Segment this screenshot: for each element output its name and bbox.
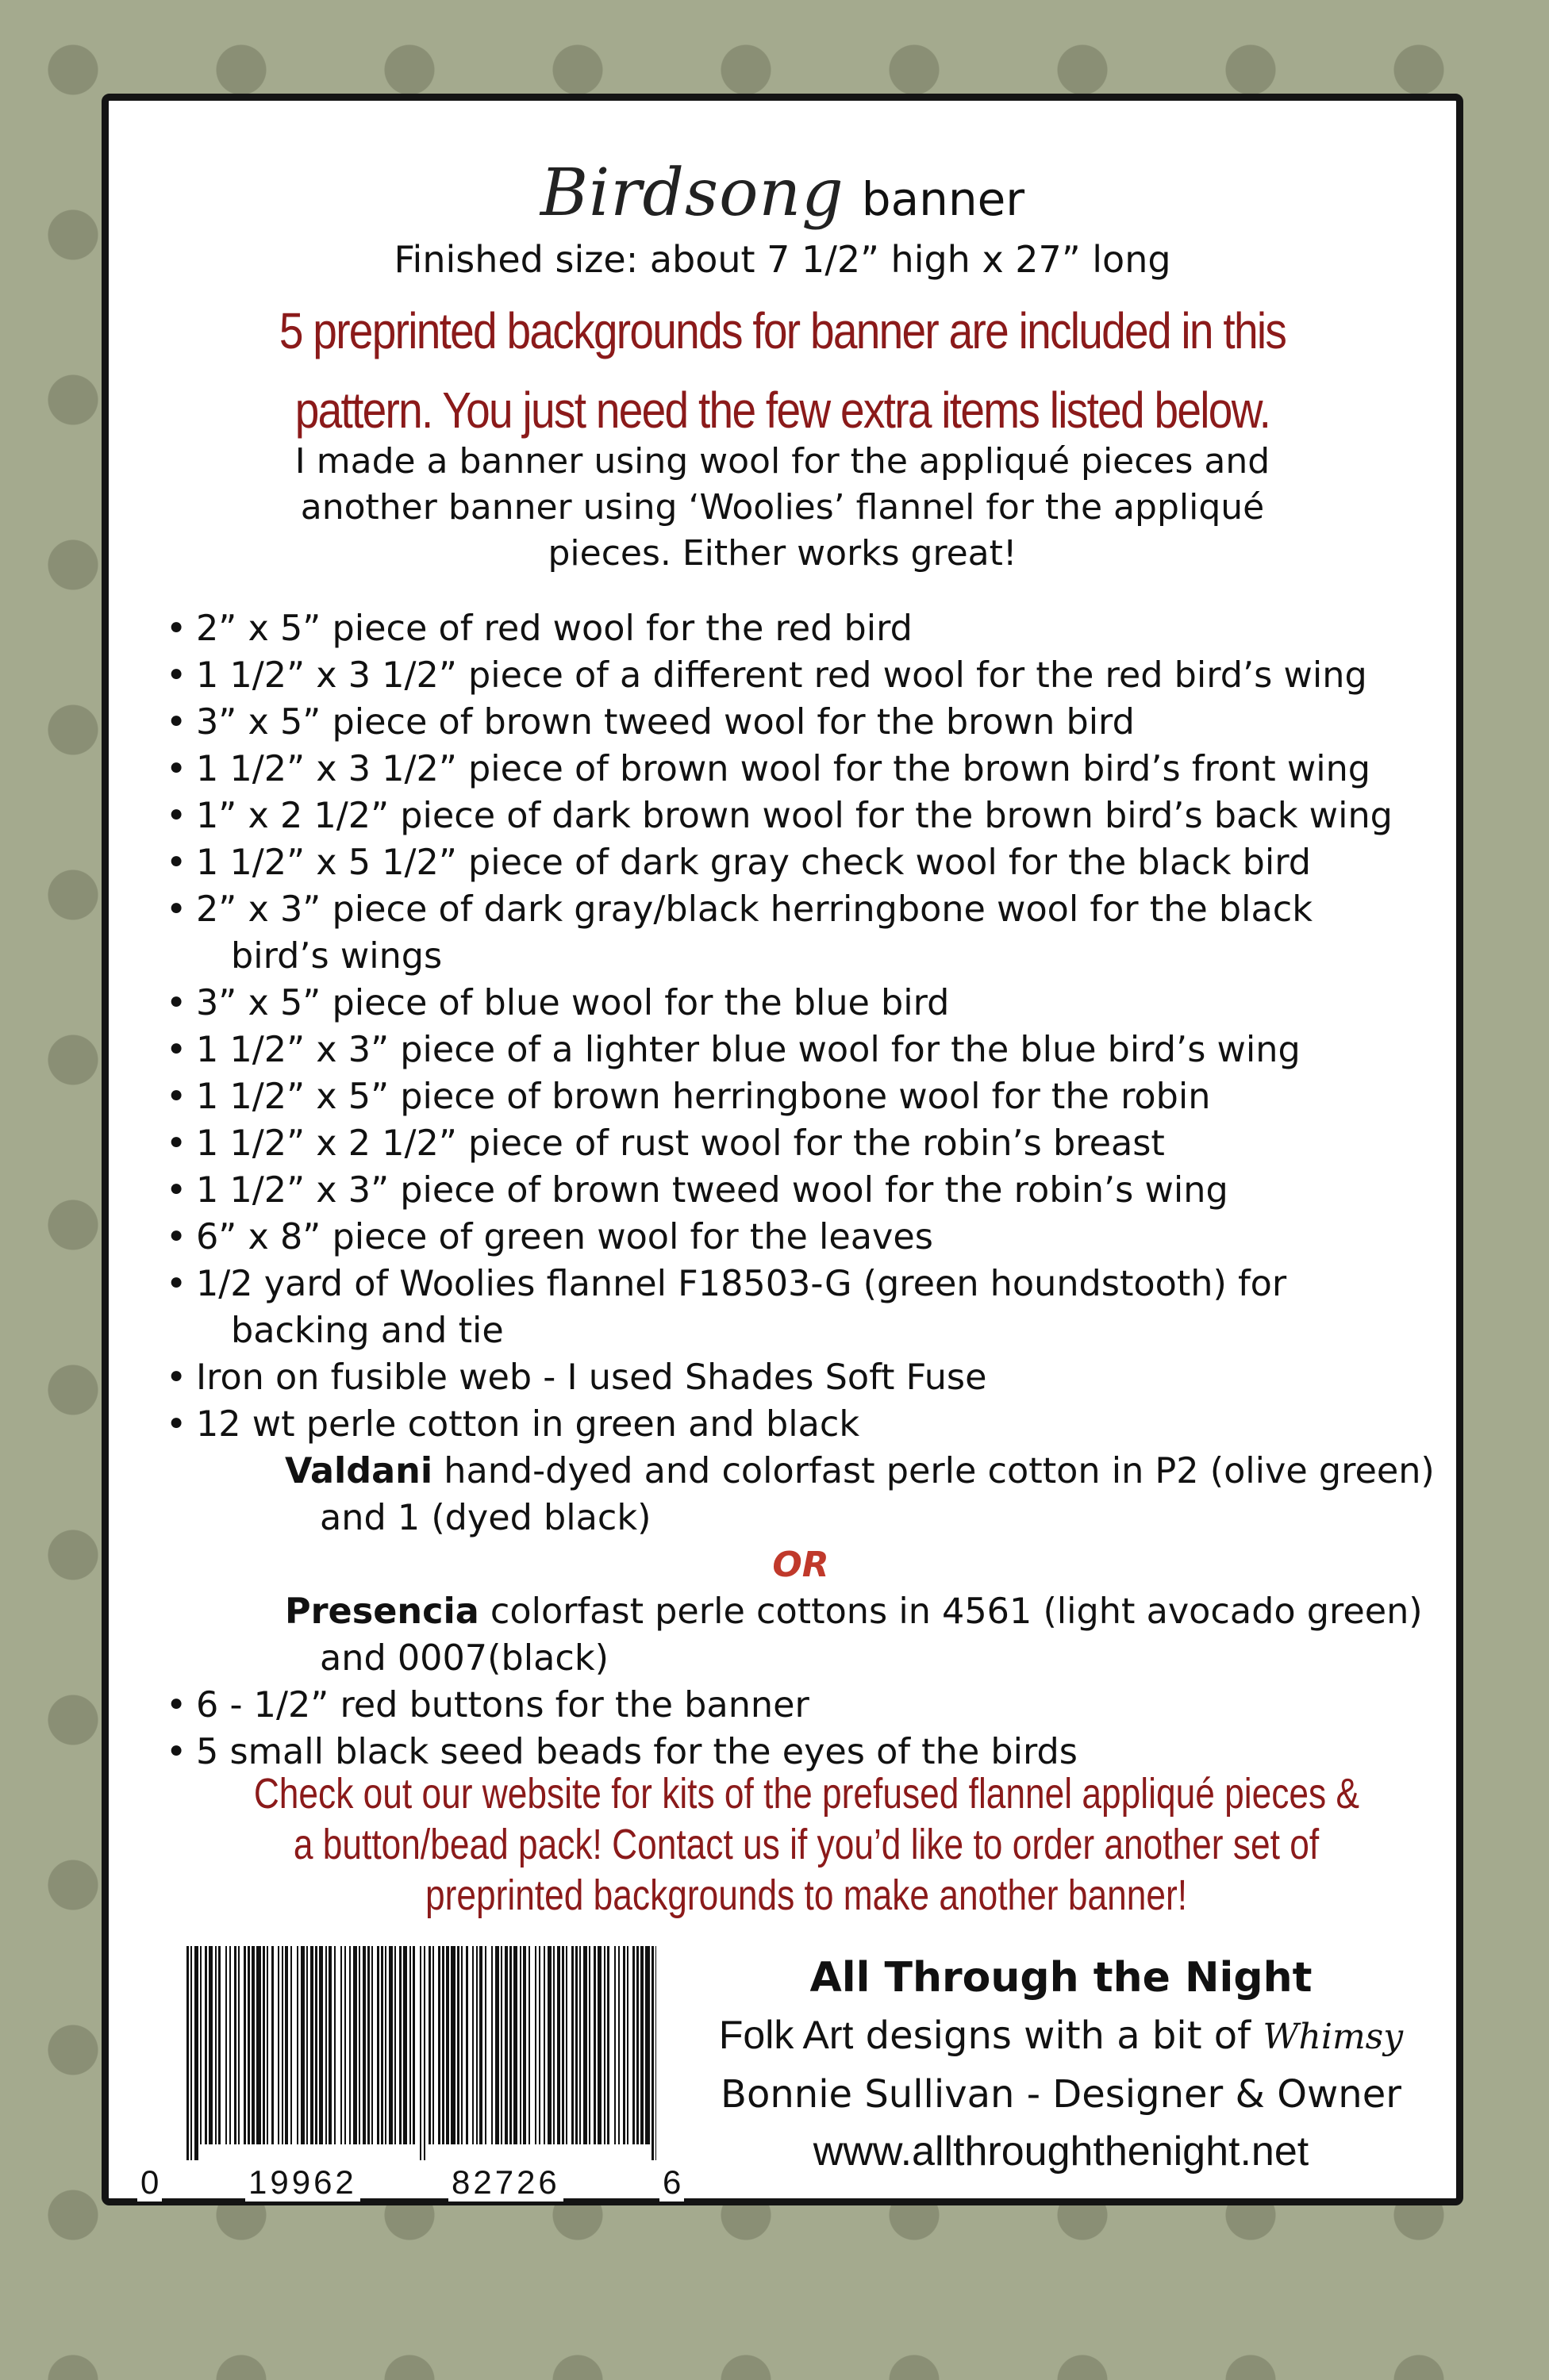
list-item: • 1 1/2” x 5 1/2” piece of dark gray check wool for the black bird	[166, 839, 1436, 886]
presencia-text: colorfast perle cottons in 4561 (light avocado green)	[479, 1591, 1423, 1632]
barcode-bar	[325, 1946, 327, 2144]
website-link[interactable]: www.allthroughthenight.net	[813, 2129, 1309, 2175]
company-name: All Through the Night	[809, 1954, 1313, 2002]
barcode-bar	[491, 1946, 493, 2144]
barcode-right-group: 82726	[448, 2163, 563, 2202]
barcode-bar	[209, 1946, 213, 2144]
barcode-bar	[225, 1946, 227, 2144]
presencia-line	[166, 1588, 1436, 1635]
tagline-middle: designs with a bit of	[853, 2013, 1263, 2058]
finished-size: Finished size: about 7 1/2” high x 27” long	[394, 238, 1171, 281]
website-note-line-1: Check out our website for kits of the prefused flannel appliqué pieces &	[253, 1770, 1359, 1818]
barcode-bar	[252, 1946, 255, 2144]
barcode-bar	[632, 1946, 635, 2144]
website-note-line-3: preprinted backgrounds to make another banner!	[425, 1871, 1188, 1919]
barcode-bar	[420, 1946, 421, 2160]
barcode-bar	[282, 1946, 283, 2144]
materials-list	[166, 605, 1436, 1775]
barcode-bar	[495, 1946, 499, 2144]
barcode-bar	[598, 1946, 602, 2144]
list-item: • 1 1/2” x 5” piece of brown herringbone wool for the robin	[166, 1073, 1436, 1120]
barcode-bar	[215, 1946, 217, 2144]
barcode-bar	[381, 1946, 383, 2144]
barcode-bar	[340, 1946, 342, 2144]
barcode-bar	[290, 1946, 292, 2144]
barcode-bar	[457, 1946, 459, 2144]
list-item: • Iron on fusible web - I used Shades Soft Fuse	[166, 1354, 1436, 1401]
list-item: • 1 1/2” x 3 1/2” piece of brown wool for the brown bird’s front wing	[166, 746, 1436, 793]
barcode-bar	[344, 1946, 346, 2144]
barcode-bar	[451, 1946, 455, 2144]
barcode-bar	[583, 1946, 587, 2144]
barcode-check-digit: 6	[659, 2163, 684, 2202]
barcode-bar	[485, 1946, 486, 2144]
tagline-folk-art: Folk Art	[718, 2013, 854, 2057]
valdani-text-2: and 1 (dyed black)	[320, 1498, 652, 1538]
list-item: • 1 1/2” x 3 1/2” piece of a different red wool for the red bird’s wing	[166, 652, 1436, 699]
barcode-digits	[137, 2163, 709, 2203]
valdani-text: hand-dyed and colorfast perle cotton in P2 (olive green)	[432, 1451, 1435, 1491]
barcode-bar	[429, 1946, 431, 2144]
intro-line-2: another banner using ‘Woolies’ flannel for the appliqué	[300, 487, 1265, 528]
barcode-bar	[645, 1946, 650, 2144]
barcode-bar	[479, 1946, 482, 2144]
website-note-line-2: a button/bead pack! Contact us if you’d like to order another set of	[293, 1821, 1320, 1868]
barcode-bar	[571, 1946, 574, 2144]
barcode-bar	[607, 1946, 609, 2144]
barcode-bar	[553, 1946, 555, 2144]
company-tagline	[696, 2006, 1426, 2066]
barcode-bar	[614, 1946, 616, 2144]
list-item: • 1” x 2 1/2” piece of dark brown wool for the brown bird’s back wing	[166, 793, 1436, 839]
barcode-bar	[186, 1946, 189, 2160]
barcode-bar	[472, 1946, 474, 2144]
barcode-bar	[244, 1946, 246, 2144]
barcode-bar	[329, 1946, 332, 2144]
barcode-bar	[523, 1946, 526, 2144]
barcode-bar	[509, 1946, 512, 2144]
barcode-bar	[319, 1946, 323, 2144]
barcode-bar	[594, 1946, 596, 2144]
presencia-text-2: and 0007(black)	[320, 1638, 609, 1679]
barcode-bar	[604, 1946, 605, 2144]
presencia-brand: Presencia	[285, 1591, 479, 1632]
barcode-bar	[297, 1946, 298, 2144]
barcode-bar	[394, 1946, 396, 2144]
intro-line-1: I made a banner using wool for the appliqué pieces and	[294, 441, 1270, 482]
list-item-continuation: bird’s wings	[231, 936, 443, 977]
barcode-image	[186, 1946, 656, 2160]
barcode-bar	[285, 1946, 288, 2144]
list-item: • 1/2 yard of Woolies flannel F18503-G (green houndstooth) for	[166, 1261, 1436, 1307]
barcode-bar	[263, 1946, 265, 2144]
barcode-bar	[256, 1946, 261, 2144]
barcode-bar	[315, 1946, 317, 2144]
barcode-bar	[575, 1946, 578, 2144]
barcode-bar	[520, 1946, 521, 2144]
list-item: • 6” x 8” piece of green wool for the leaves	[166, 1214, 1436, 1261]
valdani-line-2	[166, 1495, 1436, 1541]
list-item: • 3” x 5” piece of blue wool for the blue bird	[166, 980, 1436, 1027]
barcode-bar	[234, 1946, 236, 2144]
list-item: • 6 - 1/2” red buttons for the banner	[166, 1682, 1436, 1729]
list-item: • 12 wt perle cotton in green and black	[166, 1401, 1436, 1448]
barcode-bar	[359, 1946, 360, 2144]
pattern-title: Birdsong	[540, 155, 844, 231]
barcode-bar	[248, 1946, 250, 2144]
barcode-bar	[557, 1946, 560, 2144]
barcode-bar	[461, 1946, 463, 2144]
barcode-bar	[399, 1946, 402, 2144]
barcode-bar	[200, 1946, 202, 2144]
barcode-bar	[377, 1946, 379, 2144]
barcode-lead-digit: 0	[137, 2163, 162, 2202]
barcode-bar	[367, 1946, 370, 2144]
barcode-bar	[238, 1946, 240, 2144]
barcode-bar	[194, 1946, 198, 2160]
intro-line-3: pieces. Either works great!	[548, 533, 1017, 574]
barcode-bar	[535, 1946, 536, 2144]
included-note-line-2: pattern. You just need the few extra items listed below.	[294, 382, 1270, 439]
company-block	[696, 1949, 1426, 2180]
barcode-bar	[652, 1946, 654, 2160]
pattern-title-suffix: banner	[861, 172, 1025, 226]
barcode-bar	[229, 1946, 231, 2144]
valdani-brand: Valdani	[285, 1451, 433, 1491]
barcode-bar	[267, 1946, 268, 2144]
barcode-bar	[539, 1946, 540, 2144]
designer-credit: Bonnie Sullivan - Designer & Owner	[721, 2072, 1401, 2117]
barcode-bar	[301, 1946, 305, 2144]
barcode-bar	[413, 1946, 415, 2144]
barcode-bar	[310, 1946, 313, 2144]
barcode-bar	[513, 1946, 517, 2144]
or-separator: OR	[772, 1545, 829, 1585]
tagline-whimsy: Whimsy	[1263, 2017, 1404, 2057]
barcode-bar	[476, 1946, 478, 2144]
barcode-bar	[618, 1946, 620, 2144]
barcode-bar	[271, 1946, 274, 2144]
valdani-line	[166, 1448, 1436, 1495]
barcode-bar	[306, 1946, 308, 2144]
list-item: • 3” x 5” piece of brown tweed wool for the brown bird	[166, 699, 1436, 746]
barcode-bar	[655, 1946, 656, 2160]
barcode-left-group: 19962	[245, 2163, 360, 2202]
barcode-bar	[501, 1946, 502, 2144]
barcode-bar	[349, 1946, 351, 2144]
barcode-bar	[442, 1946, 444, 2144]
barcode-bar	[218, 1946, 221, 2144]
list-item: • 2” x 5” piece of red wool for the red bird	[166, 605, 1436, 652]
list-item: • 2” x 3” piece of dark gray/black herringbone wool for the black	[166, 886, 1436, 933]
list-item: • 1 1/2” x 2 1/2” piece of rust wool for the robin’s breast	[166, 1120, 1436, 1167]
pattern-card	[102, 94, 1463, 2205]
barcode-bar	[529, 1946, 530, 2144]
barcode-bar	[438, 1946, 440, 2144]
list-item: • 1 1/2” x 3” piece of brown tweed wool for the robin’s wing	[166, 1167, 1436, 1214]
barcode-bar	[636, 1946, 639, 2144]
barcode-bar	[190, 1946, 192, 2160]
barcode-bar	[589, 1946, 590, 2144]
barcode-bar	[432, 1946, 434, 2144]
list-item: • 1 1/2” x 3” piece of a lighter blue wool for the blue bird’s wing	[166, 1027, 1436, 1073]
presencia-line-2	[166, 1635, 1436, 1682]
list-item-continuation: backing and tie	[231, 1311, 504, 1351]
barcode-bar	[205, 1946, 207, 2144]
barcode-bar	[505, 1946, 508, 2144]
barcode-bar	[562, 1946, 564, 2144]
barcode-bar	[385, 1946, 386, 2144]
included-note-line-1: 5 preprinted backgrounds for banner are included in this	[279, 302, 1286, 359]
barcode-bar	[627, 1946, 628, 2144]
list-item: • 5 small black seed beads for the eyes of the birds	[166, 1729, 1436, 1775]
barcode-bar	[403, 1946, 407, 2144]
barcode-bar	[579, 1946, 581, 2144]
barcode-bar	[389, 1946, 393, 2144]
barcode-bar	[371, 1946, 373, 2144]
barcode-bar	[544, 1946, 545, 2144]
barcode-bar	[548, 1946, 552, 2144]
barcode-bar	[566, 1946, 567, 2144]
title-line	[109, 150, 1456, 237]
barcode-bar	[446, 1946, 449, 2144]
barcode-bar	[353, 1946, 357, 2144]
barcode-bar	[334, 1946, 336, 2144]
barcode-bar	[466, 1946, 468, 2144]
barcode-bar	[278, 1946, 279, 2144]
barcode-bar	[409, 1946, 411, 2144]
barcode-bar	[640, 1946, 644, 2144]
barcode-bar	[363, 1946, 366, 2144]
barcode-bar	[623, 1946, 625, 2144]
barcode-bar	[424, 1946, 425, 2160]
